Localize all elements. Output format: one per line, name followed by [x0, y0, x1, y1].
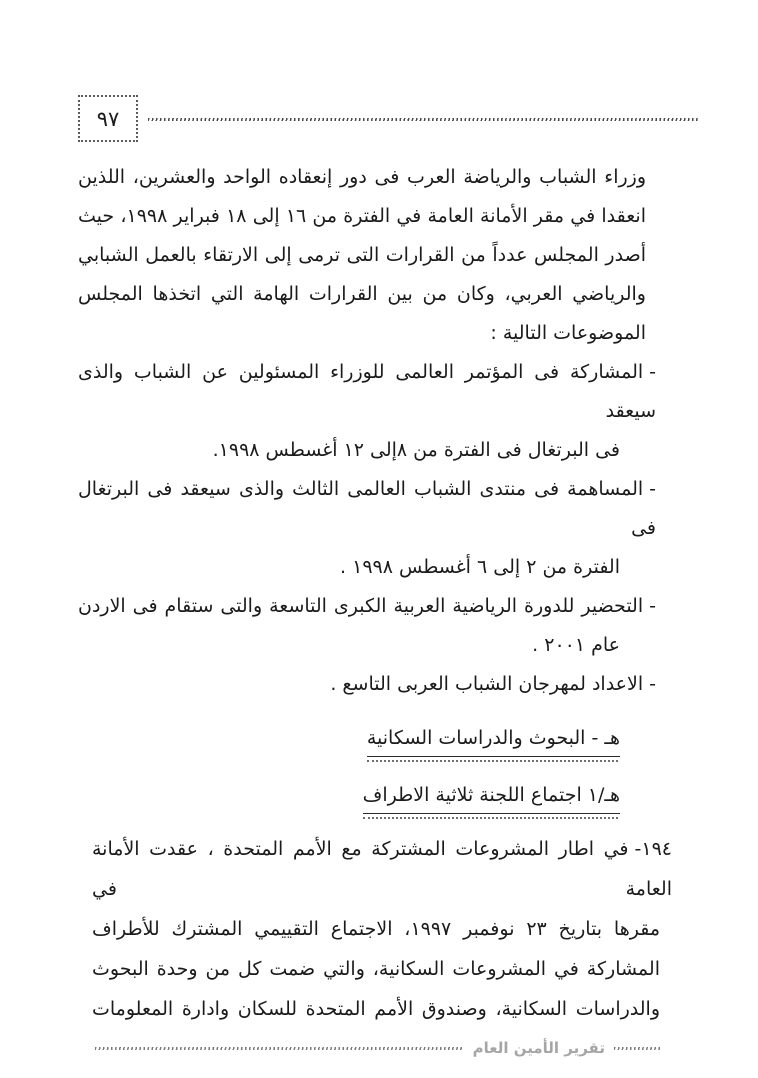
paragraph-194: [92, 829, 672, 1029]
decisions-bullet-list: [78, 353, 656, 704]
page-header: [78, 95, 700, 142]
bullet-item: [78, 587, 656, 665]
bullet-dash: -: [649, 361, 656, 383]
intro-line: انعقدا في مقر الأمانة العامة في الفترة من ١٦ إلى ١٨ فبراير ١٩٩٨، حيث: [78, 205, 646, 227]
footer-report-title: تقرير الأمين العام: [472, 1039, 605, 1057]
intro-paragraph: [78, 158, 646, 353]
bullet-text: المشاركة فى المؤتمر العالمى للوزراء المسئولين عن الشباب والذى سيعقد: [78, 361, 656, 422]
bullet-dash: -: [649, 595, 656, 617]
bullet-line: [78, 665, 656, 704]
bullet-line: [78, 470, 656, 548]
sub-heading: [78, 775, 620, 815]
intro-line: أصدر المجلس عدداً من القرارات التى ترمى إلى الارتقاء بالعمل الشبابي: [78, 244, 646, 266]
footer-rule-short: [614, 1047, 660, 1050]
page-number-box: [78, 95, 138, 142]
bullet-text: الاعداد لمهرجان الشباب العربى التاسع .: [330, 673, 644, 695]
section-heading: [78, 718, 620, 758]
bullet-line: [78, 587, 656, 626]
bullet-line: فى البرتغال فى الفترة من ٨إلى ١٢ أغسطس ١٩٩٨.: [212, 439, 620, 461]
footer-rule-long: [95, 1047, 464, 1050]
paragraph-194-line: [92, 829, 672, 909]
bullet-dash: -: [649, 478, 656, 500]
paragraph-194-line: المشاركة في المشروعات السكانية، والتي ضمت كل من وحدة البحوث: [92, 958, 660, 980]
bullet-item: [78, 470, 656, 587]
document-body: [78, 158, 672, 1029]
bullet-text: التحضير للدورة الرياضية العربية الكبرى التاسعة والتى ستقام فى الاردن: [78, 595, 644, 617]
bullet-text: المساهمة فى منتدى الشباب العالمى الثالث والذى سيعقد فى البرتغال فى: [78, 478, 656, 539]
bullet-line: عام ٢٠٠١ .: [532, 634, 620, 656]
bullet-item: [78, 665, 656, 704]
intro-line: وزراء الشباب والرياضة العرب فى دور إنعقاده الواحد والعشرين، اللذين: [78, 166, 646, 188]
page-footer: [95, 1039, 660, 1057]
paragraph-number: ١٩٤-: [634, 838, 672, 860]
bullet-line: [78, 353, 656, 431]
bullet-item: [78, 353, 656, 470]
intro-line: والرياضي العربي، وكان من بين القرارات الهامة التي اتخذها المجلس: [78, 283, 646, 305]
header-rule: [148, 118, 700, 121]
paragraph-text: في اطار المشروعات المشتركة مع الأمم المتحدة ، عقدت الأمانة العامة في: [92, 838, 672, 900]
bullet-dash: -: [649, 673, 656, 695]
page-number: ٩٧: [96, 106, 120, 131]
intro-line-last: الموضوعات التالية :: [490, 322, 646, 344]
paragraph-194-line: والدراسات السكانية، وصندوق الأمم المتحدة للسكان وادارة المعلومات: [92, 998, 660, 1020]
paragraph-194-line: مقرها بتاريخ ٢٣ نوفمبر ١٩٩٧، الاجتماع التقييمي المشترك للأطراف: [92, 918, 661, 940]
sub-heading-text: هـ/١ اجتماع اللجنة ثلاثية الاطراف: [363, 782, 620, 814]
bullet-line: الفترة من ٢ إلى ٦ أغسطس ١٩٩٨ .: [340, 556, 620, 578]
section-heading-text: هـ - البحوث والدراسات السكانية: [367, 725, 620, 757]
